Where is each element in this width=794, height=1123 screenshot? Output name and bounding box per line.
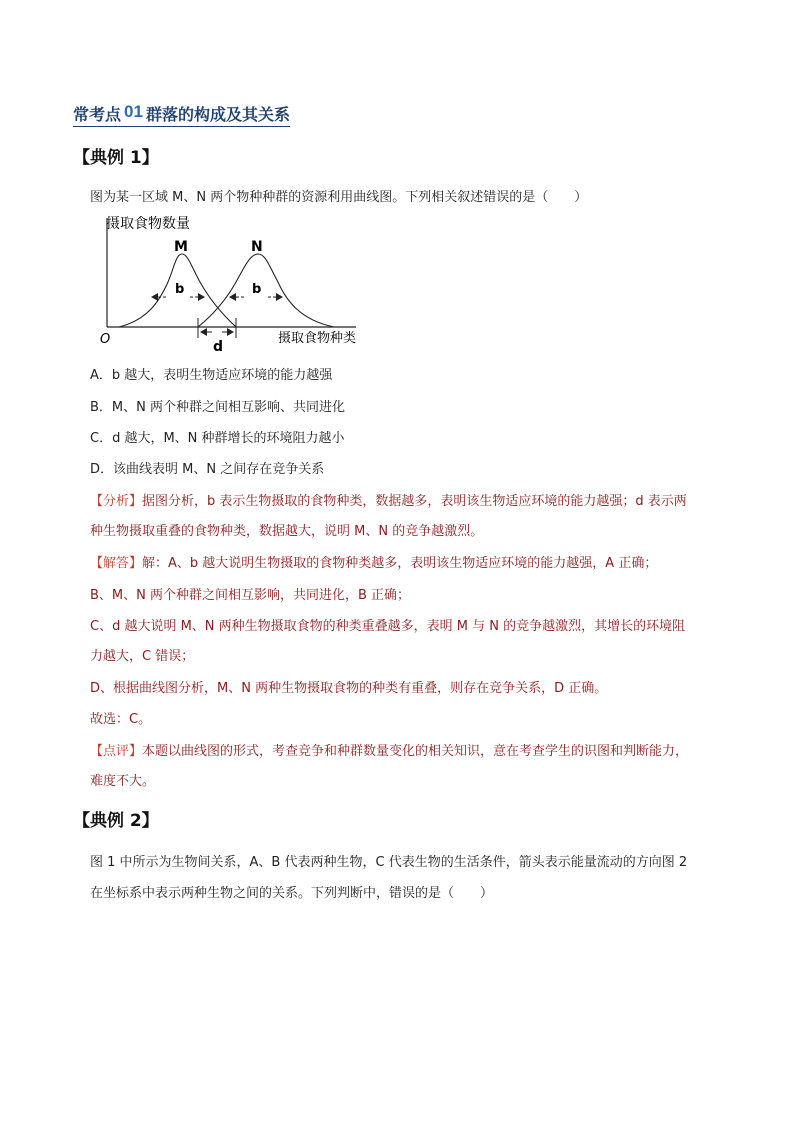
option-d: D．该曲线表明 M、N 之间存在竞争关系 (90, 462, 325, 477)
overlap-label: d (213, 339, 224, 355)
width-m-label: b (175, 282, 185, 297)
curve-n (198, 254, 334, 327)
section-name: 群落的构成及其关系 (145, 105, 290, 124)
answer-line-1 (90, 552, 657, 571)
resource-utilization-figure (86, 210, 376, 355)
section-title (73, 102, 290, 127)
section-prefix: 常考点 (73, 105, 122, 124)
example2-heading: 【典例 2】 (73, 811, 159, 831)
comment-tag: 【点评】 (90, 744, 143, 759)
answer-line-2: B、M、N 两个种群之间相互影响，共同进化，B 正确； (90, 588, 411, 603)
answer-line-4: 力越大，C 错误； (90, 649, 195, 664)
x-axis-label: 摄取食物种类 (278, 331, 357, 346)
answer-choice: 故选：C。 (90, 712, 152, 727)
example2-question-line-1: 图 1 中所示为生物间关系，A、B 代表两种生物，C 代表生物的生活条件，箭头表示能量流动的方向图 2 (90, 855, 688, 870)
comment-text-1: 本题以曲线图的形式，考查竞争和种群数量变化的相关知识，意在考查学生的识图和判断能力， (142, 744, 689, 759)
option-b: B．M、N 两个种群之间相互影响、共同进化 (90, 400, 345, 415)
analysis-line-2: 种生物摄取重叠的食物种类，数据越大，说明 M、N 的竞争越激烈。 (90, 524, 484, 539)
example2-question-line-2: 在坐标系中表示两种生物之间的关系。下列判断中，错误的是（ ） (90, 886, 494, 901)
answer-text-1: 解：A、b 越大说明生物摄取的食物种类越多，表明该生物适应环境的能力越强，A 正确； (142, 556, 658, 571)
origin-label: O (100, 332, 111, 347)
comment-line-1 (90, 740, 688, 759)
section-number: 01 (124, 102, 143, 121)
comment-line-2: 难度不大。 (90, 774, 156, 789)
curve-n-label: N (251, 239, 263, 255)
answer-line-3: C、d 越大说明 M、N 两种生物摄取食物的种类重叠越多，表明 M 与 N 的竞争越激烈，其增长的环境阻 (90, 619, 686, 634)
analysis-tag: 【分析】 (90, 494, 143, 509)
y-axis-label: 摄取食物数量 (106, 216, 190, 232)
answer-tag: 【解答】 (90, 556, 143, 571)
option-c: C．d 越大，M、N 种群增长的环境阻力越小 (90, 431, 345, 446)
width-n-label: b (252, 282, 262, 297)
answer-line-5: D、根据曲线图分析，M、N 两种生物摄取食物的种类有重叠，则存在竞争关系，D 正确。 (90, 681, 608, 696)
analysis-line-1 (90, 490, 687, 509)
analysis-text-1: 据图分析，b 表示生物摄取的食物种类，数据越多，表明该生物适应环境的能力越强；d 表示两 (142, 494, 687, 509)
option-a: A．b 越大，表明生物适应环境的能力越强 (90, 368, 333, 383)
example1-heading: 【典例 1】 (73, 148, 159, 168)
curve-m-label: M (174, 239, 188, 255)
example1-question: 图为某一区域 M、N 两个物种种群的资源利用曲线图。下列相关叙述错误的是（ ） (90, 190, 588, 205)
